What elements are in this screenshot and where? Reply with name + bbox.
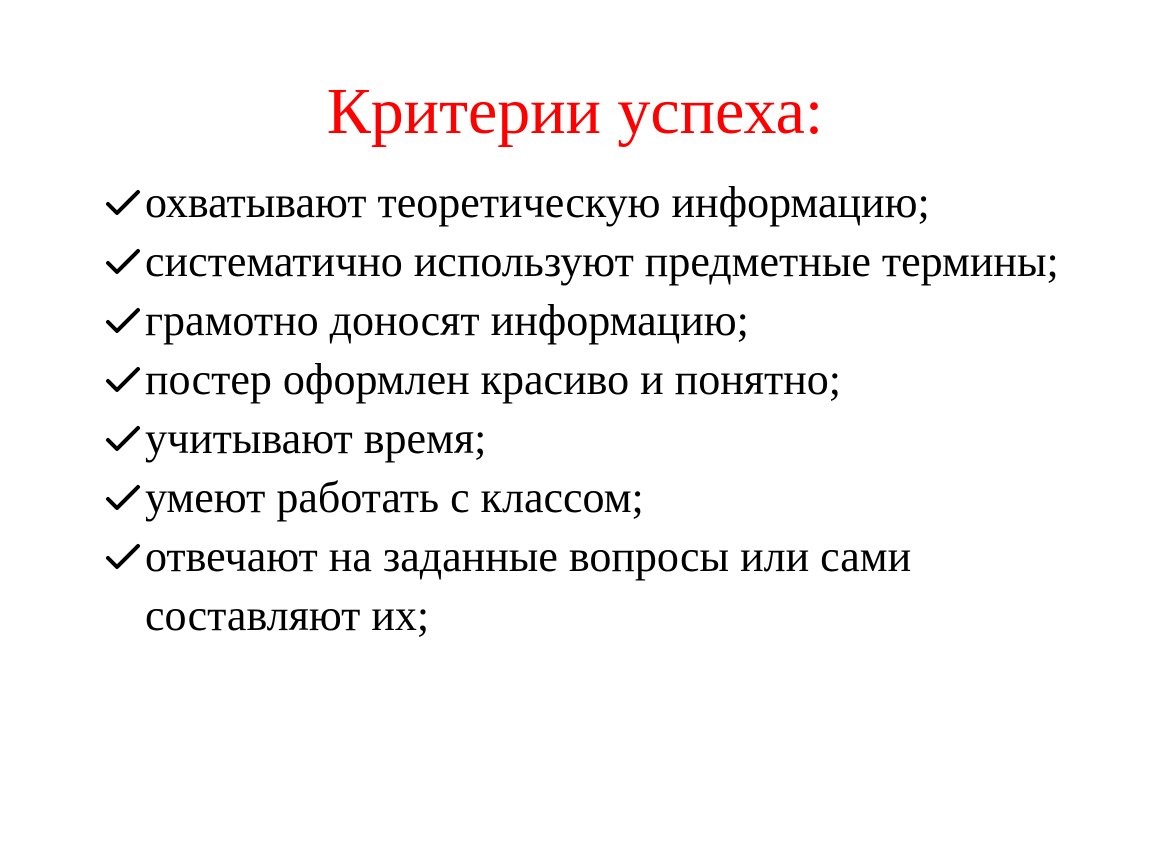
list-item-text: умеют работать с классом; (145, 473, 644, 522)
list-item (103, 291, 1113, 350)
list-item (103, 173, 1113, 232)
list-item (103, 232, 1113, 291)
checkmark-icon (105, 484, 141, 512)
checkmark-icon (105, 248, 141, 276)
list-item-text: отвечают на заданные вопросы или сами составляют их; (145, 532, 912, 640)
criteria-list (103, 173, 1113, 645)
checkmark-icon (105, 366, 141, 394)
list-item (103, 350, 1113, 409)
slide-title: Критерии успеха: (326, 75, 824, 148)
checkmark-icon (105, 307, 141, 335)
list-item (103, 468, 1113, 527)
checkmark-icon (105, 543, 141, 571)
checkmark-icon (105, 189, 141, 217)
list-item (103, 527, 1113, 645)
checkmark-icon (105, 425, 141, 453)
list-item (103, 409, 1113, 468)
list-item-text: систематично используют предметные термины; (145, 237, 1059, 286)
list-item-text: грамотно доносят информацию; (145, 296, 749, 345)
list-item-text: охватывают теоретическую информацию; (145, 178, 930, 227)
list-item-text: постер оформлен красиво и понятно; (145, 355, 841, 404)
list-item-text: учитывают время; (145, 414, 487, 463)
